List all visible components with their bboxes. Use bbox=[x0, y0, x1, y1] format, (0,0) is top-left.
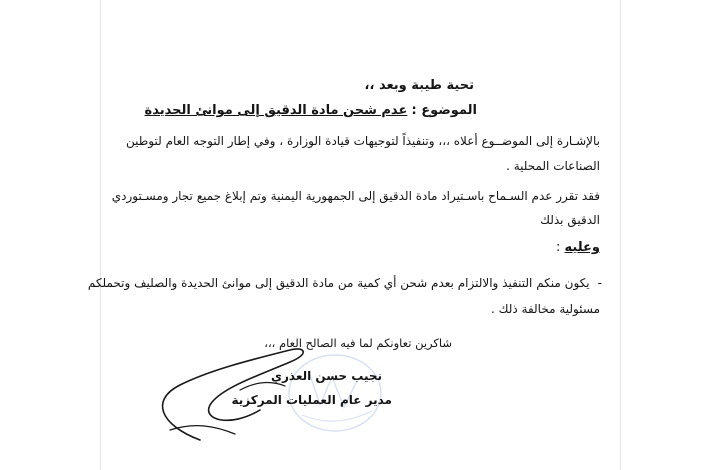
subject-text: عدم شحن مادة الدقيق إلى موانئ الحديدة bbox=[144, 103, 408, 118]
page-left-edge bbox=[100, 0, 101, 470]
handwritten-signature bbox=[140, 330, 320, 450]
instruction-item-text: يكون منكم التنفيذ والالتزام بعدم شحن أي كمية من مادة الدقيق إلى موانئ الحديدة والصليف وتحملكم bbox=[87, 276, 590, 290]
closing-remark: شاكرين تعاونكم لما فيه الصالح العام ،،، bbox=[264, 336, 452, 350]
paragraph-2-line-2: الدقيق بذلك bbox=[540, 213, 600, 227]
therefore-colon: : bbox=[556, 240, 565, 255]
greeting: تحية طيبة وبعد ،، bbox=[364, 78, 474, 93]
page-right-edge bbox=[620, 0, 621, 470]
subject-label: الموضوع : bbox=[411, 103, 477, 118]
paragraph-1-line-1: بالإشـارة إلى الموضــوع أعلاه ،،، وتنفيذاً لتوجيهات قيادة الوزارة ، وفي إطار التوجه العام لتوطين bbox=[126, 134, 600, 148]
bullet-dash: - bbox=[597, 276, 602, 290]
paragraph-1-line-2: الصناعات المحلية . bbox=[506, 159, 600, 173]
paragraph-2-line-1: فقد تقرر عدم السـماح باسـتيراد مادة الدقيق إلى الجمهورية اليمنية وتم إبلاغ جميع تجار ومسـتوردي bbox=[111, 189, 600, 203]
subject-line bbox=[144, 103, 477, 118]
instruction-item-line-2: مسئولية مخالفة ذلك . bbox=[490, 302, 600, 316]
therefore-label: وعليه bbox=[564, 240, 600, 255]
instruction-item-line-1 bbox=[88, 276, 602, 290]
signatory-name: نجيب حسن العذري bbox=[271, 369, 382, 383]
therefore-heading bbox=[556, 240, 600, 255]
signatory-title: مدير عام العمليات المركزية bbox=[231, 393, 392, 407]
